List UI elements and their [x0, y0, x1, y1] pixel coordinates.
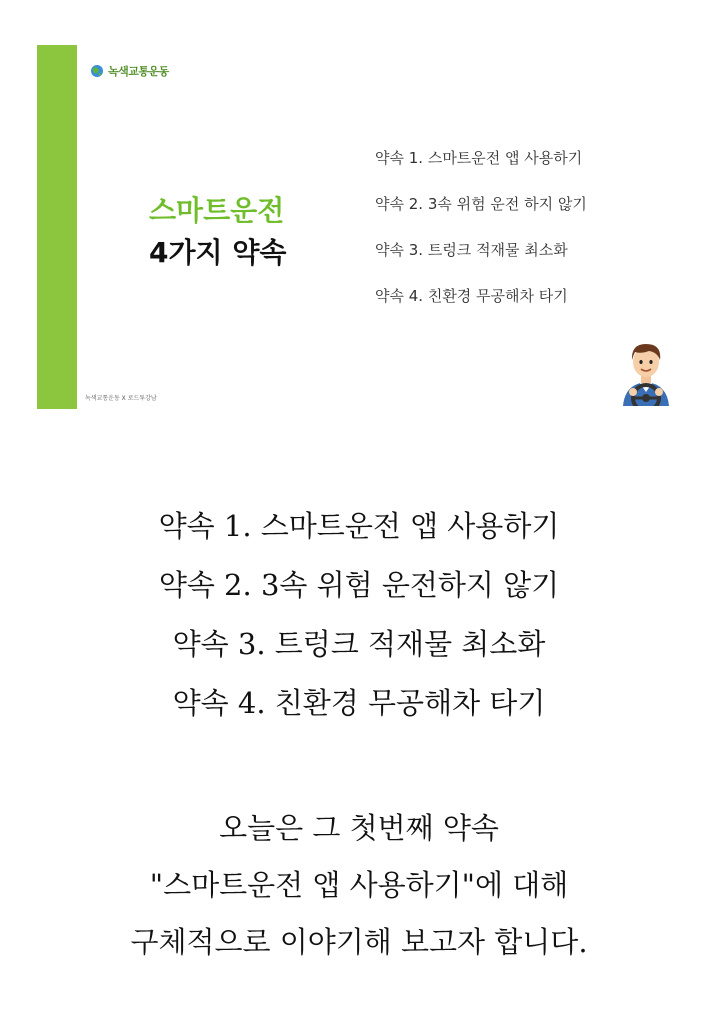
logo-text: 녹색교통운동: [108, 65, 169, 78]
promise-item: 약속 1. 스마트운전 앱 사용하기: [158, 509, 560, 543]
slide-promise-item: 약속 2. 3속 위험 운전 하지 않기: [375, 195, 587, 213]
promise-item: 약속 2. 3속 위험 운전하지 않기: [158, 568, 560, 602]
slide-title-line2: 4가지 약속: [149, 236, 287, 269]
intro-paragraph: [0, 810, 718, 981]
earth-globe-icon: [89, 64, 105, 78]
slide-promise-item: 약속 4. 친환경 무공해차 타기: [375, 287, 568, 305]
paragraph-line: 오늘은 그 첫번째 약속: [219, 811, 499, 845]
paragraph-line: "스마트운전 앱 사용하기"에 대해: [149, 868, 569, 902]
promise-item: 약속 4. 친환경 무공해차 타기: [172, 686, 546, 720]
promise-list: [0, 508, 718, 744]
logo: [89, 63, 169, 79]
slide-title-line1: 스마트운전: [149, 194, 285, 227]
promise-item: 약속 3. 트렁크 적재물 최소화: [172, 627, 546, 661]
paragraph-line: 구체적으로 이야기해 보고자 합니다.: [130, 925, 588, 959]
slide-promise-item: 약속 1. 스마트운전 앱 사용하기: [375, 149, 583, 167]
accent-bar: [37, 45, 77, 409]
slide-promise-item: 약속 3. 트렁크 적재물 최소화: [375, 241, 568, 259]
driver-character-icon: [615, 340, 677, 409]
slide-footer: 녹색교통운동 X 로드투강남: [85, 395, 157, 402]
slide-image: [37, 45, 682, 409]
slide-promise-list: [375, 147, 587, 331]
